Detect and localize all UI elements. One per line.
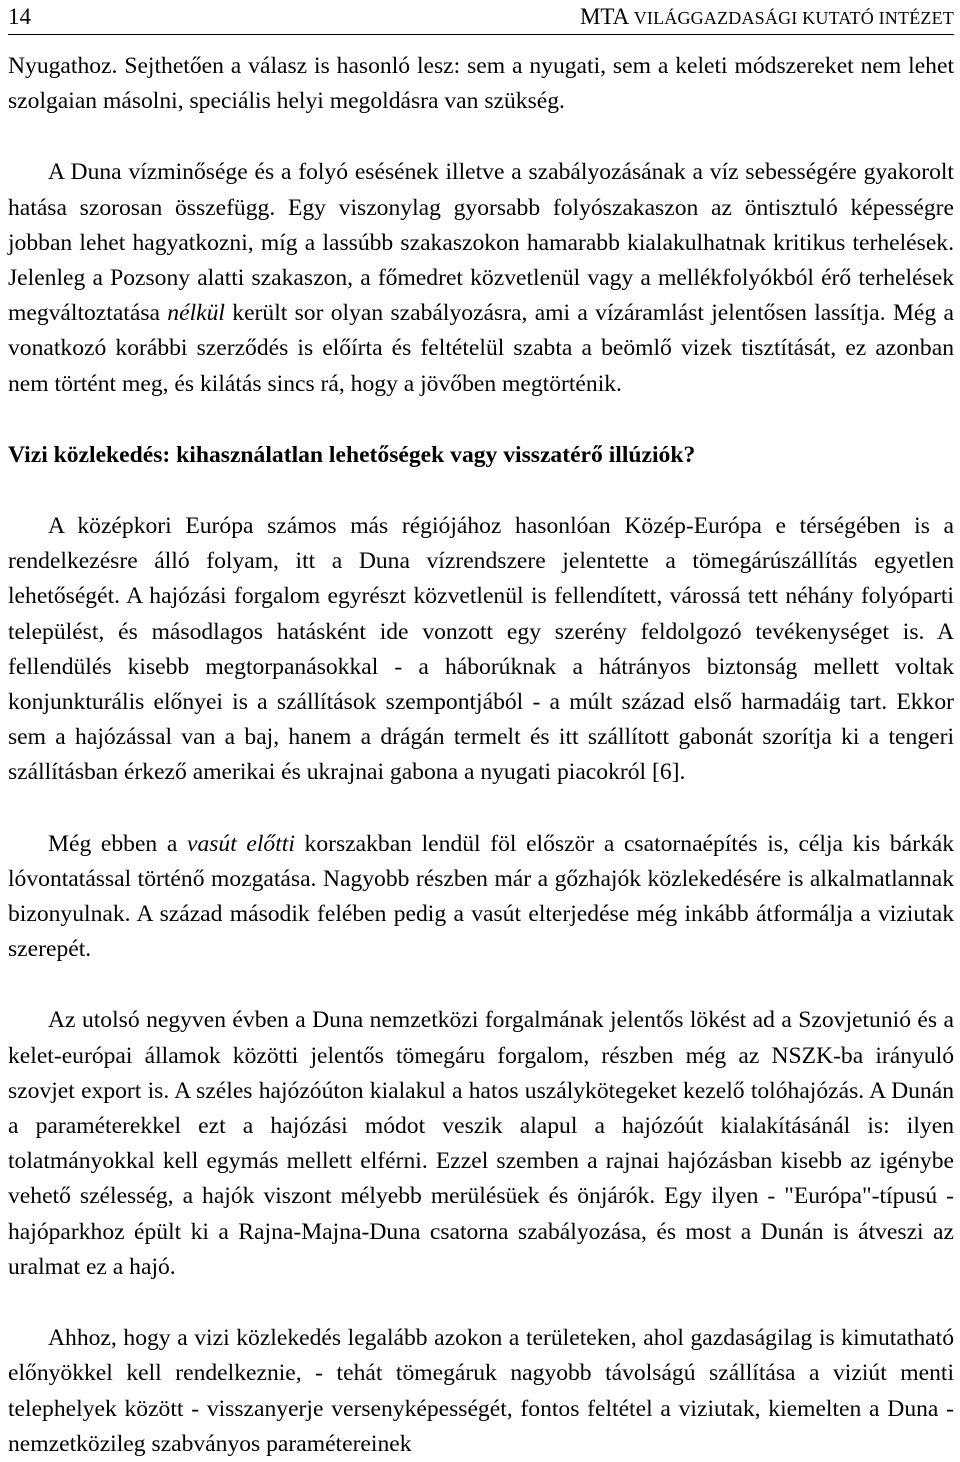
body-text — [8, 49, 954, 1462]
institute-prefix: MTA — [579, 4, 628, 29]
institute-name — [580, 0, 954, 35]
page-number: 14 — [8, 4, 31, 29]
paragraph: Az utolsó negyven évben a Duna nemzetközi forgalmának jelentős lökést ad a Szovjetunió és a kelet-európai államok közötti jelentős tömegáru forgalom, részben még az NSZK-ba irányuló szovjet export is. A széles hajózóúton kialakul a hatos uszálykötegeket kezelő tolóhajózás. A Dunán a paraméterekkel ezt a hajózási módot veszik alapul a hajózóút kialakításánál is: ilyen tolatmányokkal kell egymás mellett elférni. Ezzel szemben a rajnai hajózásban kisebb az igénybe vehető szélesség, a hajók viszont mélyebb merülésüek és önjárók. Egy ilyen - "Európa"-típusú - hajóparkhoz épült ki a Rajna-Majna-Duna csatorna szabályozása, és most a Dunán is átveszi az uralmat ez a hajó. — [8, 1007, 954, 1280]
running-header — [8, 0, 954, 35]
paragraph: Még ebben a vasút előtti korszakban lendül föl először a csatornaépítés is, célja kis bárkák lóvontatással történő mozgatása. Nagyobb részben már a gőzhajók közlekedésére is alkalmatlannak bizonyulnak. A század második felében pedig a vasút elterjedése még inkább átformálja a viziutak szerepét. — [8, 830, 955, 963]
paragraph: Nyugathoz. Sejthetően a válasz is hasonló lesz: sem a nyugati, sem a keleti módszereket nem lehet szolgaian másolni, speciális helyi megoldásra van szükség. — [8, 53, 954, 115]
paragraph: Ahhoz, hogy a vizi közlekedés legalább azokon a területeken, ahol gazdaságilag is kimutatható előnyökkel kell rendelkeznie, - tehát tömegáruk nagyobb távolságú szállítása a viziút menti telephelyek között - visszanyerje versenyképességét, fontos feltétel a viziutak, kiemelten a Duna - nemzetközileg szabványos paramétereinek — [8, 1325, 954, 1457]
section-heading: Vizi közlekedés: kihasználatlan lehetőségek vagy visszatérő illúziók? — [8, 441, 696, 468]
emphasis: vasút előtti — [186, 830, 295, 857]
paragraph: A Duna vízminősége és a folyó esésének illetve a szabályozásának a víz sebességére gyakorolt hatása szorosan összefügg. Egy viszonylag gyorsabb folyószakaszon az öntisztuló képességre jobban lehet hagyatkozni, míg a lassúbb szakaszokon hamarabb kialakulhatnak kritikus terhelések. Jelenleg a Pozsony alatti szakaszon, a főmedret közvetlenül vagy a mellékfolyókból érő terhelések megváltoztatása nélkül került sor olyan szabályozásra, ami a vízáramlást jelentősen lassítja. Még a vonatkozó korábbi szerződés is előírta és feltételül szabta a beömlő vizek tisztítását, ez azonban nem történt meg, és kilátás sincs rá, hogy a jövőben megtörténik. — [8, 159, 954, 397]
paragraph: A középkori Európa számos más régiójához hasonlóan Közép-Európa e térségében is a rendelkezésre álló folyam, itt a Duna vízrendszere jelentette a tömegárúszállítás egyetlen lehetőségét. A hajózási forgalom egyrészt közvetlenül is fellendített, várossá tett néhány folyóparti települést, és másodlagos hatásként ide vonzott egy szerény feldolgozó tevékenységet is. A fellendülés kisebb megtorpanásokkal - a háborúknak a hátrányos biztonság mellett voltak konjunkturális előnyei is a szállítások szempontjából - a múlt század első harmadáig tart. Ekkor sem a hajózással van a baj, hanem a drágán termelt és itt szállított gabonát szorítja ki a tengeri szállításban érkező amerikai és ukrajnai gabona a nyugati piacokról [6]. — [8, 513, 954, 786]
emphasis: nélkül — [167, 300, 225, 327]
institute-title: VILÁGGAZDASÁGI KUTATÓ INTÉZET — [633, 8, 954, 28]
document-page — [8, 0, 955, 1457]
